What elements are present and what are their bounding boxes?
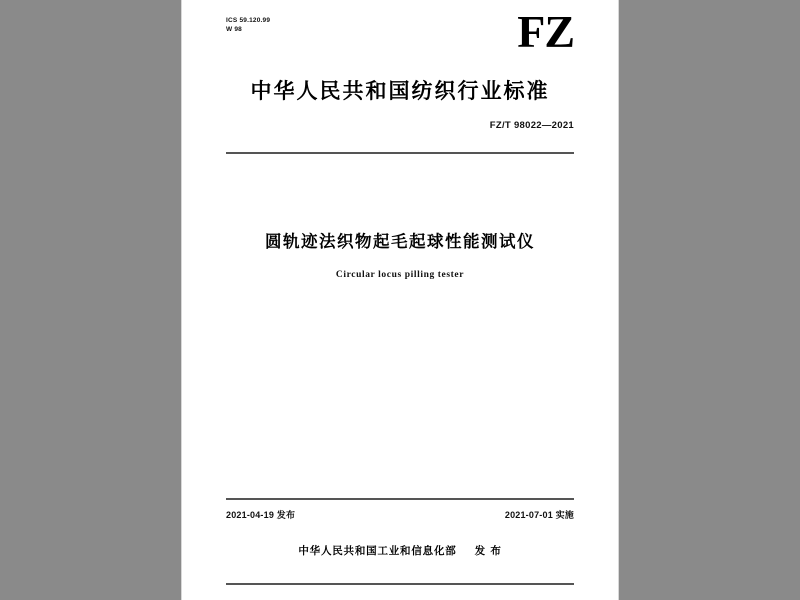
effective-date: 2021-07-01 实施 (504, 510, 574, 520)
ccs-code: W 98 (226, 26, 242, 33)
ics-code: ICS 59.120.99 (226, 17, 271, 24)
publisher-line (182, 543, 618, 558)
ics-classification-block (226, 16, 270, 34)
bottom-divider (226, 583, 574, 585)
header-divider (226, 152, 574, 154)
standard-number: FZ/T 98022—2021 (489, 120, 574, 131)
document-title-chinese: 圆轨迹法织物起毛起球性能测试仪 (265, 232, 535, 251)
publisher-name: 中华人民共和国工业和信息化部 (298, 545, 457, 557)
issue-date: 2021-04-19 发布 (226, 510, 296, 520)
footer-divider (226, 498, 574, 500)
standard-series-title: 中华人民共和国纺织行业标准 (250, 79, 550, 103)
document-page (182, 0, 618, 600)
document-title-english: Circular locus pilling tester (335, 270, 465, 280)
publisher-suffix: 发 布 (474, 545, 502, 557)
fz-logo: FZ (517, 6, 574, 57)
